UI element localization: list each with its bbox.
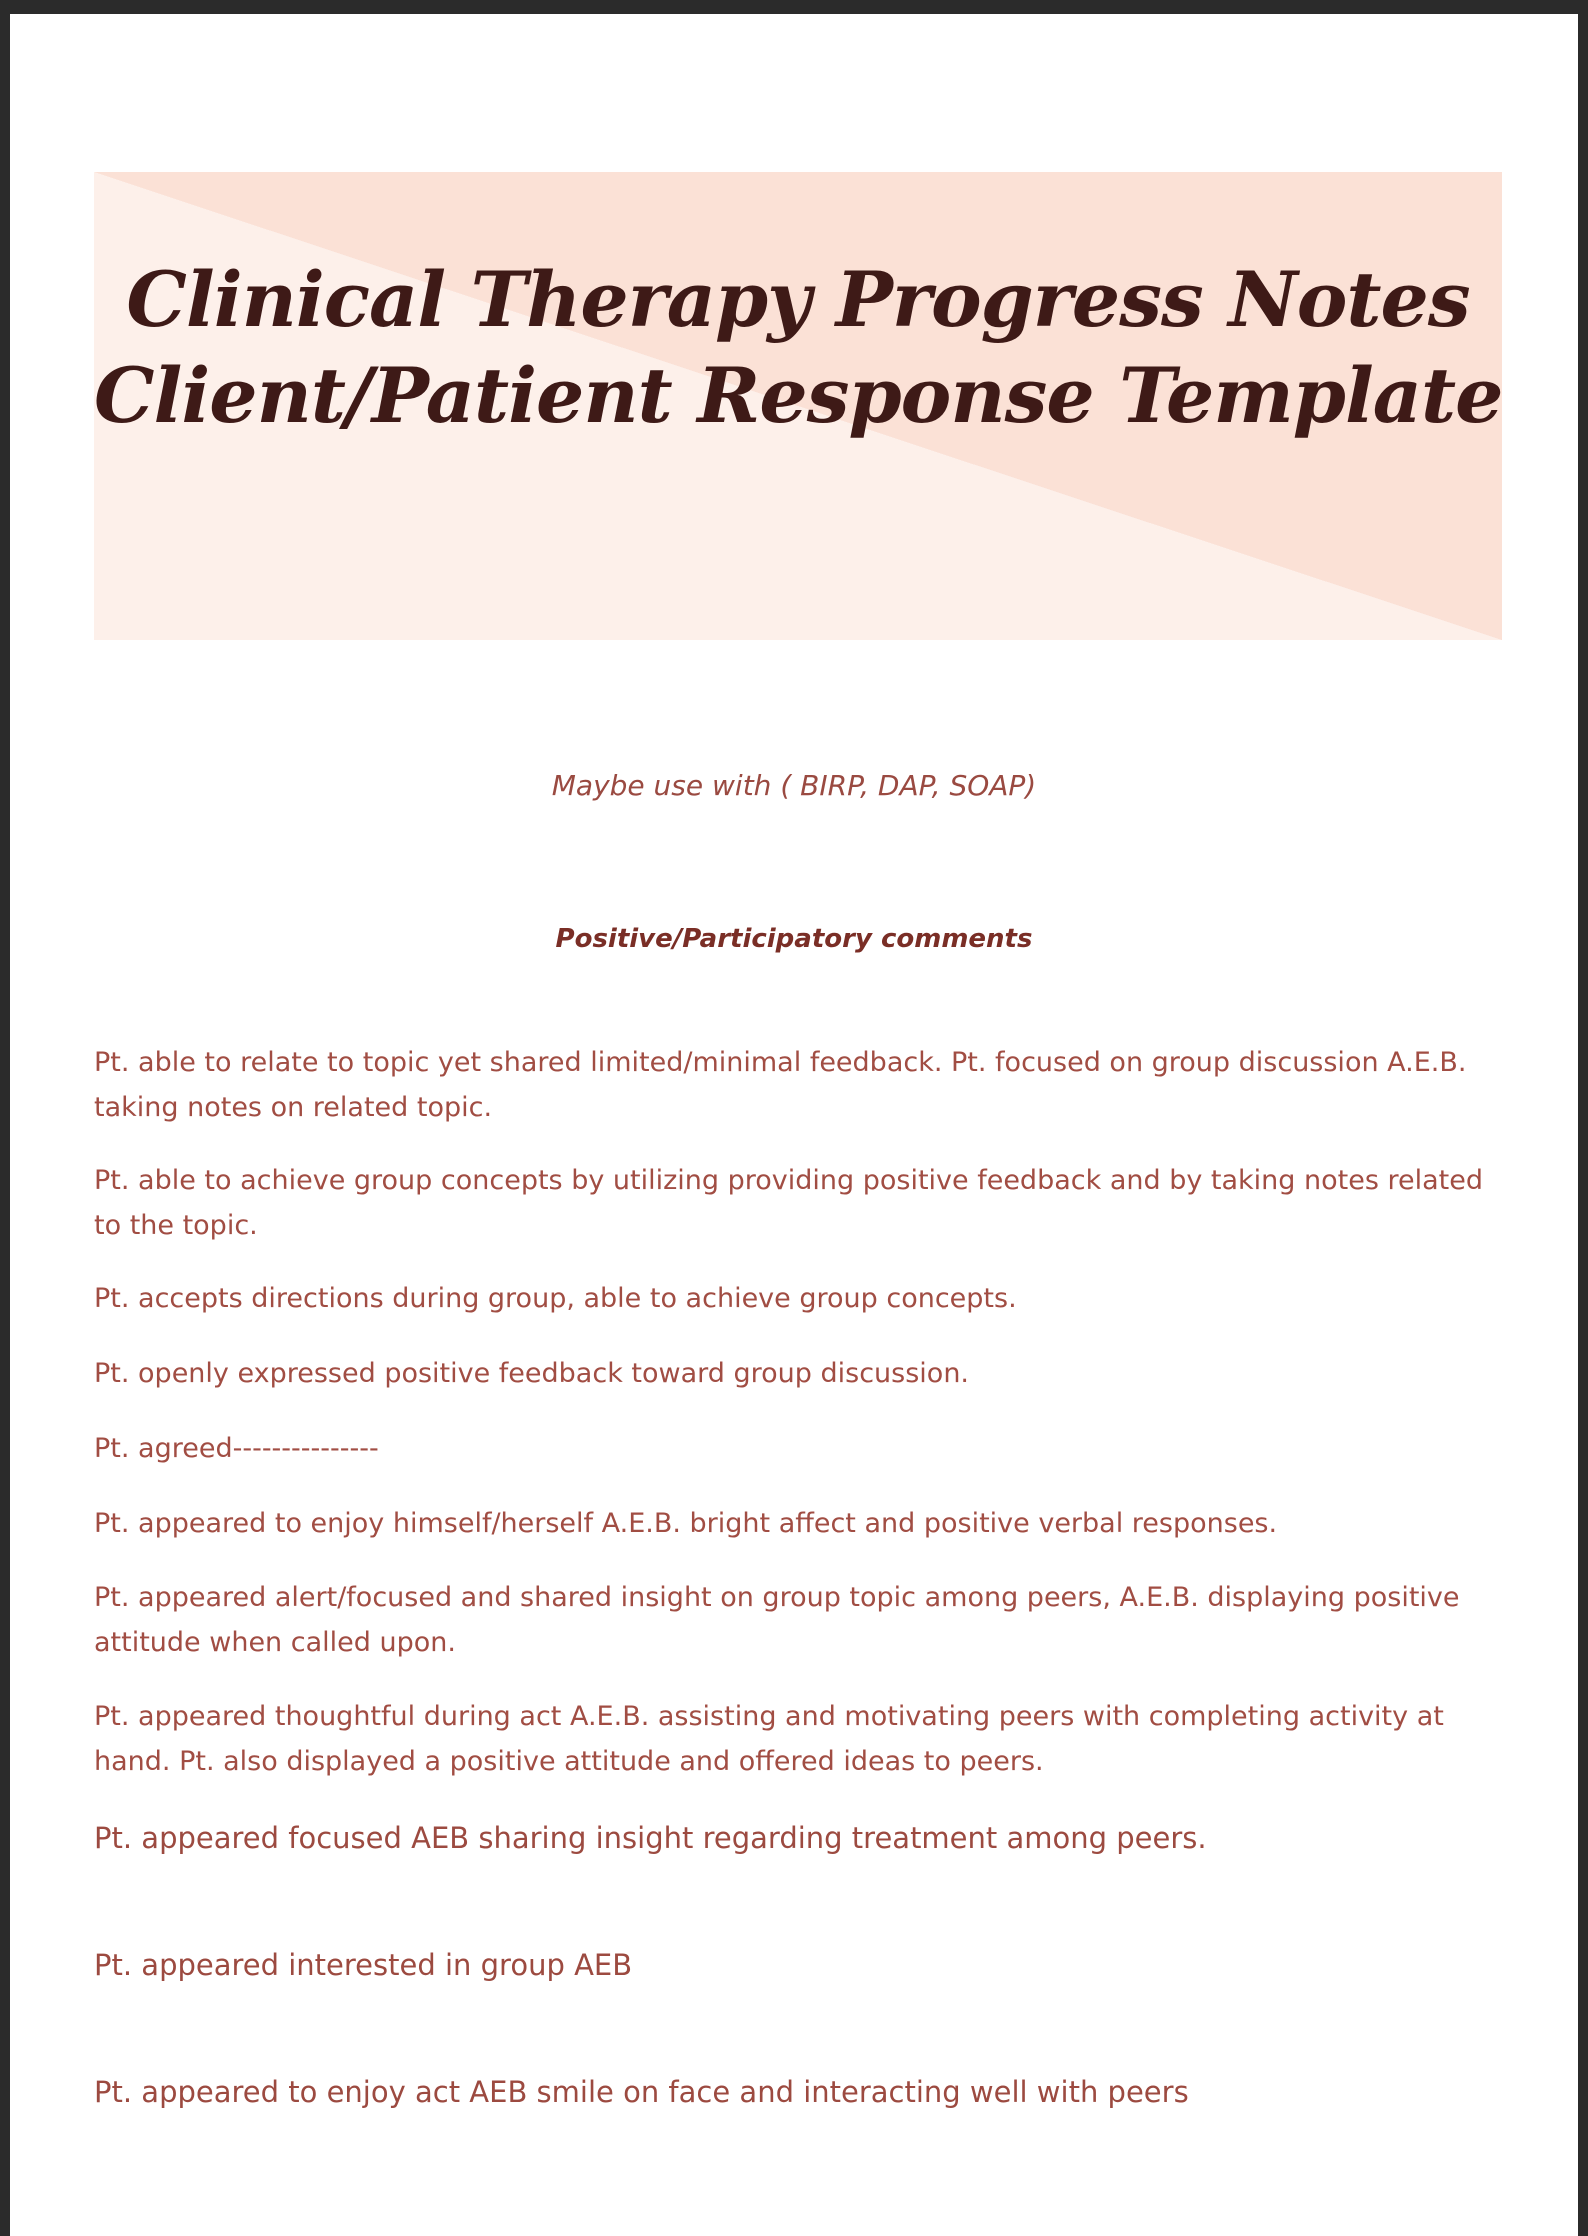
entry-8: Pt. appeared thoughtful during act A.E.B. assisting and motivating peers with completing activity at hand. Pt. also displayed a positive attitude and offered ideas to peers. bbox=[94, 1701, 1444, 1777]
page-title bbox=[94, 252, 1502, 444]
entry-2: Pt. able to achieve group concepts by utilizing providing positive feedback and by taking notes related to the topic. bbox=[94, 1165, 1483, 1241]
entry-11: Pt. appeared to enjoy act AEB smile on face and interacting well with peers bbox=[94, 2075, 1189, 2109]
entry-6: Pt. appeared to enjoy himself/herself A.E.B. bright affect and positive verbal responses. bbox=[94, 1508, 1278, 1539]
entry-5: Pt. agreed--------------- bbox=[94, 1433, 379, 1464]
entry-9: Pt. appeared focused AEB sharing insight regarding treatment among peers. bbox=[94, 1821, 1207, 1855]
entry-1: Pt. able to relate to topic yet shared limited/minimal feedback. Pt. focused on group discussion A.E.B. taking notes on related topic. bbox=[94, 1047, 1467, 1123]
subtitle: Maybe use with ( BIRP, DAP, SOAP) bbox=[551, 769, 1037, 802]
section-heading: Positive/Participatory comments bbox=[555, 924, 1033, 954]
entry-7: Pt. appeared alert/focused and shared insight on group topic among peers, A.E.B. displaying positive attitude when called upon. bbox=[94, 1582, 1460, 1658]
title-line-2: Client/Patient Response Template bbox=[94, 351, 1503, 440]
title-line-1: Clinical Therapy Progress Notes bbox=[126, 255, 1470, 344]
entry-10: Pt. appeared interested in group AEB bbox=[94, 1948, 633, 1982]
document-page bbox=[10, 14, 1578, 2236]
entry-3: Pt. accepts directions during group, able to achieve group concepts. bbox=[94, 1283, 1017, 1314]
entry-4: Pt. openly expressed positive feedback toward group discussion. bbox=[94, 1358, 970, 1389]
